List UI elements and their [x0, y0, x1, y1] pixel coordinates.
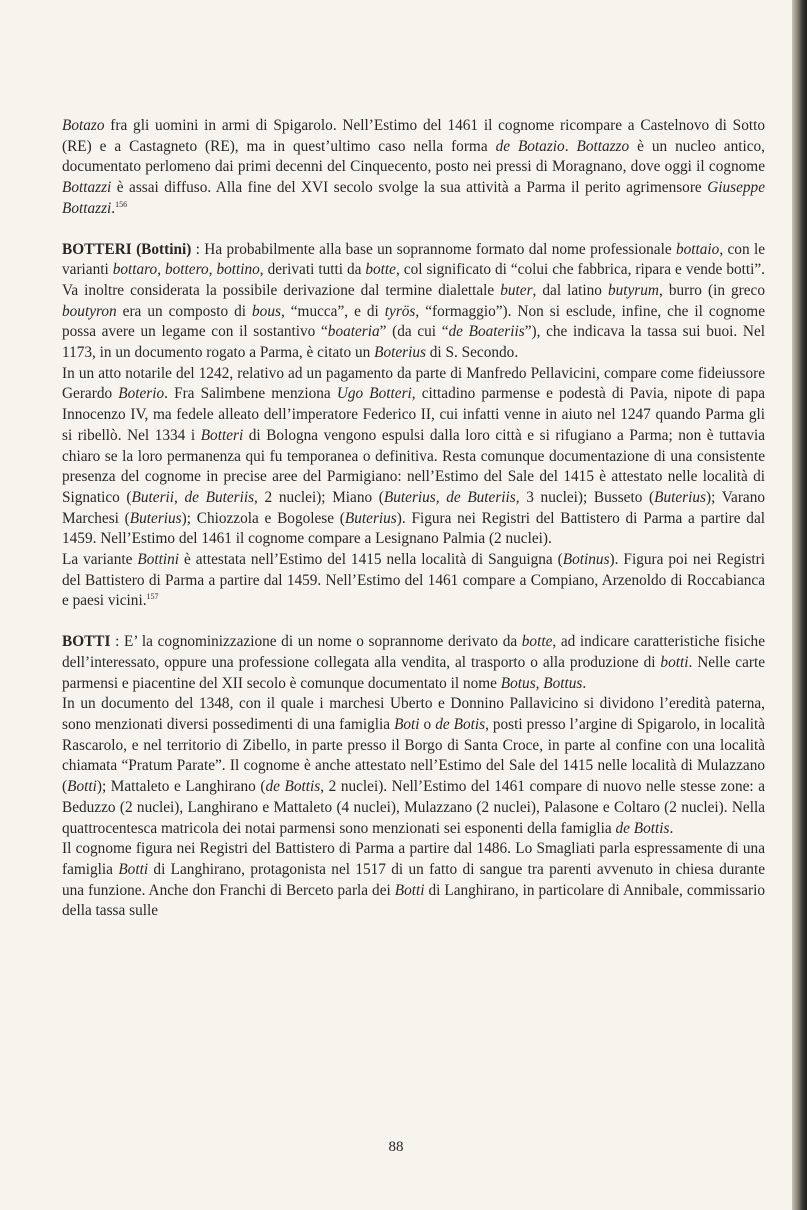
- entry-variant: (Bottini): [136, 240, 192, 258]
- entry-botteri: BOTTERI (Bottini) : Ha probabilmente alla base un soprannome formato dal nome professionale bottaio, con le varianti bottaro, bottero, bottino, derivati tutti da botte, col significato di “colui che fabbrica, ripara e vende botti”. Va inoltre considerata la possibile derivazione dal termine dialettale buter, dal latino butyrum, burro (in greco boutyron era un composto di bous, “mucca”, e di tyrös, “formaggio”). Non si esclude, infine, che il cognome possa avere un legame con il sostantivo “boateria” (da cui “de Boateriis”), che indicava la tassa sui buoi. Nel 1173, in un documento rogato a Parma, è citato un Boterius di S. Secondo.: [62, 240, 766, 362]
- page-number: 88: [388, 1139, 404, 1155]
- page-body: [62, 116, 765, 922]
- term: Bottazzo: [576, 137, 630, 155]
- paragraph-bottazzi: Botazo fra gli uomini in armi di Spigarolo. Nell’Estimo del 1461 il cognome ricompare a Castelnovo di Sotto (RE) e a Castagneto (RE), ma in quest’ultimo caso nella forma de Botazio. Bottazzo è un nucleo antico, documentato perlomeno dai primi decenni del Cinquecento, posto nei pressi di Moragnano, dove oggi il cognome Bottazzi è assai diffuso. Alla fine del XVI secolo svolge la sua attività a Parma il perito agrimensore Giuseppe Bottazzi.$^{156}$: [62, 117, 765, 217]
- term: de Botazio: [495, 137, 565, 155]
- paragraph-bottini: La variante Bottini è attestata nell’Estimo del 1415 nella località di Sanguigna (Botinus). Figura poi nei Registri del Battistero di Parma a partire dal 1459. Nell’Estimo del 1461 compare a Compiano, Arzenoldo di Roccabianca e paesi vicini.$^{157}$: [62, 551, 766, 610]
- footnote-ref: 157: [146, 592, 159, 602]
- book-spine-shadow: [792, 0, 807, 1210]
- term: Bottazzi: [62, 179, 112, 197]
- term: Giuseppe Bottazzi: [62, 179, 765, 217]
- entry-heading: BOTTI: [62, 633, 111, 651]
- term: Botazo: [62, 117, 105, 134]
- entry-heading: BOTTERI: [62, 240, 132, 258]
- paragraph-botti-1348: In un documento del 1348, con il quale i marchesi Uberto e Donnino Pallavicino si dividono l’eredità paterna, sono menzionati diversi possedimenti di una famiglia Boti o de Botis, posti presso l’argine di Spigarolo, in località Rascarolo, e nel territorio di Zibello, in parte presso il Borgo di Santa Croce, in parte al confine con una località chiamata “Pratum Parate”. Il cognome è anche attestato nell’Estimo del Sale del 1415 nelle località di Mulazzano (Botti); Mattaleto e Langhirano (de Bottis, 2 nuclei). Nell’Estimo del 1461 compare di nuovo nelle stesse zone: a Beduzzo (2 nuclei), Langhirano e Mattaleto (4 nuclei), Mulazzano (2 nuclei), Palasone e Coltaro (2 nuclei). Nella quattrocentesca matricola dei notai parmensi sono menzionati sei esponenti della famiglia de Bottis.: [62, 695, 766, 837]
- paragraph-botteri-history: In un atto notarile del 1242, relativo ad un pagamento da parte di Manfredo Pellavicini, compare come fideiussore Gerardo Boterio. Fra Salimbene menziona Ugo Botteri, cittadino parmense e podestà di Pavia, nipote di papa Innocenzo IV, ma fedele alleato dell’imperatore Federico II, cui infatti venne in aiuto nel 1247 quando Parma gli si ribellò. Nel 1334 i Botteri di Bologna vengono espulsi dalla loro città e si rifugiano a Parma; non è tuttavia chiaro se la loro permanenza qui fu temporanea o definitiva. Resta comunque documentazione di una consistente presenza del cognome in precise aree del Parmigiano: nell’Estimo del Sale del 1415 è attestato nelle località di Signatico (Buterii, de Buteriis, 2 nuclei); Miano (Buterius, de Buteriis, 3 nuclei); Busseto (Buterius); Varano Marchesi (Buterius); Chiozzola e Bogolese (Buterius). Figura nei Registri del Battistero di Parma a partire dal 1459. Nell’Estimo del 1461 il cognome compare a Lesignano Palmia (2 nuclei).: [62, 364, 766, 548]
- footnote-ref: 156: [115, 199, 128, 209]
- paragraph-botti-1486: Il cognome figura nei Registri del Battistero di Parma a partire dal 1486. Lo Smagliati parla espressamente di una famiglia Botti di Langhirano, protagonista nel 1517 di un fatto di sangue tra parenti avvenuto in chiesa durante una funzione. Anche don Franchi di Berceto parla dei Botti di Langhirano, in particolare di Annibale, commissario della tassa sulle: [62, 840, 765, 920]
- entry-botti: BOTTI : E’ la cognominizzazione di un nome o soprannome derivato da botte, ad indicare caratteristiche fisiche dell’interessato, oppure una professione collegata alla vendita, al trasporto o alla produzione di botti. Nelle carte parmensi e piacentine del XII secolo è comunque documentato il nome Botus, Bottus.: [62, 633, 765, 692]
